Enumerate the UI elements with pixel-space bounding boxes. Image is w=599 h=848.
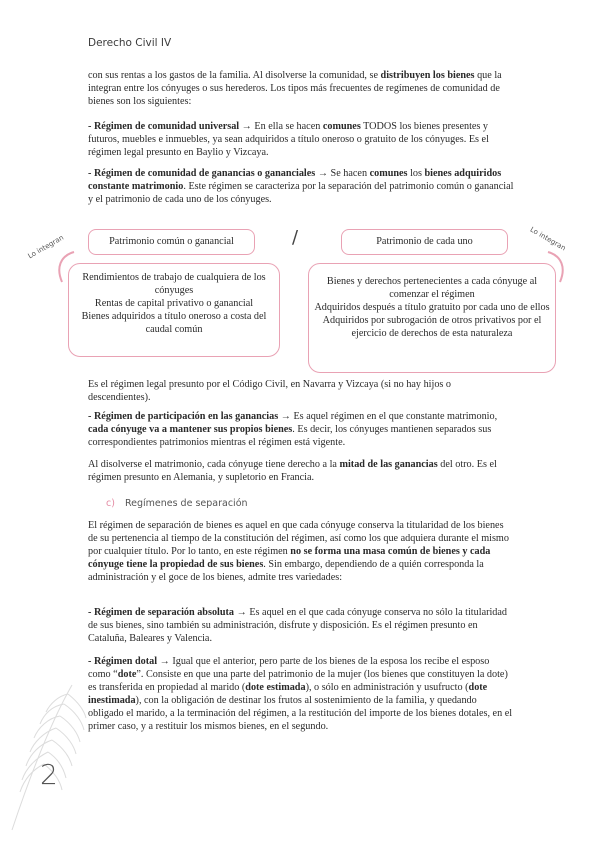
paragraph-dotal: - Régimen dotal → Igual que el anterior, pero parte de los bienes de la esposa los recibe el esposo como “dote”. Consiste en que una parte del patrimonio de la mujer (los bienes que constituyen la dote) es transferida en propiedad al marido (dote estimada), o sólo en administración y usufructo (dote inestimada), con la obligación de destinar los frutos al sostenimiento de la familia, y quedando obligado el marido, a la terminación del régimen, a la restitución del importe de los bienes dotales, en el primer caso, y a restituir los mismos bienes, en el segundo. [88, 656, 513, 732]
right-item: Adquiridos después a título gratuito por cada uno de ellos [314, 301, 550, 313]
paragraph-separacion: El régimen de separación de bienes es aquel en que cada cónyuge conserva la titularidad de los bienes de su pertenencia al tiempo de la constitución del régimen, así como los que adquiera durante el mismo por cualquier título. Por lo tanto, en este régimen no se forma una masa común de bienes y cada cónyuge tiene la propiedad de sus bienes. Sin embargo, dependiendo de a quién corresponda la administración y el goce de los bienes, admite tres variedades: [88, 520, 509, 583]
paragraph-separacion-absoluta: - Régimen de separación absoluta → Es aquel en el que cada cónyuge conserva no sólo la titularidad de sus bienes, sino también su administración, disfrute y disposición. Es el régimen presunto en Cataluña, Baleares y Valencia. [88, 607, 508, 644]
right-item: Adquiridos por subrogación de otros privativos por el ejercicio de derechos de esta naturaleza [322, 314, 542, 339]
left-title: Patrimonio común o ganancial [109, 236, 234, 247]
paragraph-gananciales: - Régimen de comunidad de ganancias o gananciales → Se hacen comunes los bienes adquiridos constante matrimonio. Este régimen se caracteriza por la separación del patrimonio común o ganancial y el patrimonio de cada uno de los cónyuges. [88, 168, 514, 205]
right-title-box [341, 229, 508, 255]
right-tag: Lo integran [528, 225, 568, 253]
paragraph-presunto: Es el régimen legal presunto por el Código Civil, en Navarra y Vizcaya (si no hay hijos o descendientes). [88, 379, 452, 403]
slash-separator: / [292, 227, 299, 248]
paragraph-comunidad-universal: - Régimen de comunidad universal → En ella se hacen comunes TODOS los bienes presentes y futuros, muebles e inmuebles, ya sean adquiridos a título oneroso o gratuito de los cónyuges. Es el régimen legal presunto en Baylio y Vizcaya. [88, 121, 489, 158]
right-title: Patrimonio de cada uno [376, 236, 473, 247]
left-title-box [88, 229, 255, 255]
left-items-box [68, 263, 280, 357]
subheading-text: Regímenes de separación [124, 498, 248, 509]
page-header: Derecho Civil IV [88, 37, 172, 49]
left-tag: Lo integran [26, 233, 66, 261]
page-number: 2 [40, 758, 58, 791]
right-items-box [308, 263, 556, 373]
paragraph-intro: con sus rentas a los gastos de la familia. Al disolverse la comunidad, se distribuyen los bienes que la integran entre los cónyuges o sus herederos. Los tipos más frecuentes de regímenes de comunidad de bienes son los siguientes: [88, 70, 502, 107]
paragraph-participacion: - Régimen de participación en las ganancias → Es aquel régimen en el que constante matrimonio, cada cónyuge va a mantener sus propios bienes. Es decir, los cónyuges mantienen separados sus correspondientes patrimonios mientras el régimen está vigente. [88, 411, 498, 448]
left-item: Rendimientos de trabajo de cualquiera de los cónyuges [82, 272, 266, 296]
left-item: Rentas de capital privativo o ganancial [94, 297, 254, 309]
subheading-marker: c) [106, 498, 115, 509]
subheading-separacion [106, 498, 248, 509]
right-item: Bienes y derechos pertenecientes a cada cónyuge al comenzar el régimen [326, 276, 538, 300]
paragraph-disolucion: Al disolverse el matrimonio, cada cónyuge tiene derecho a la mitad de las ganancias del otro. Es el régimen presunto en Alemania, y supletorio en Francia. [88, 459, 497, 483]
left-item: Bienes adquiridos a título oneroso a costa del caudal común [81, 310, 267, 335]
